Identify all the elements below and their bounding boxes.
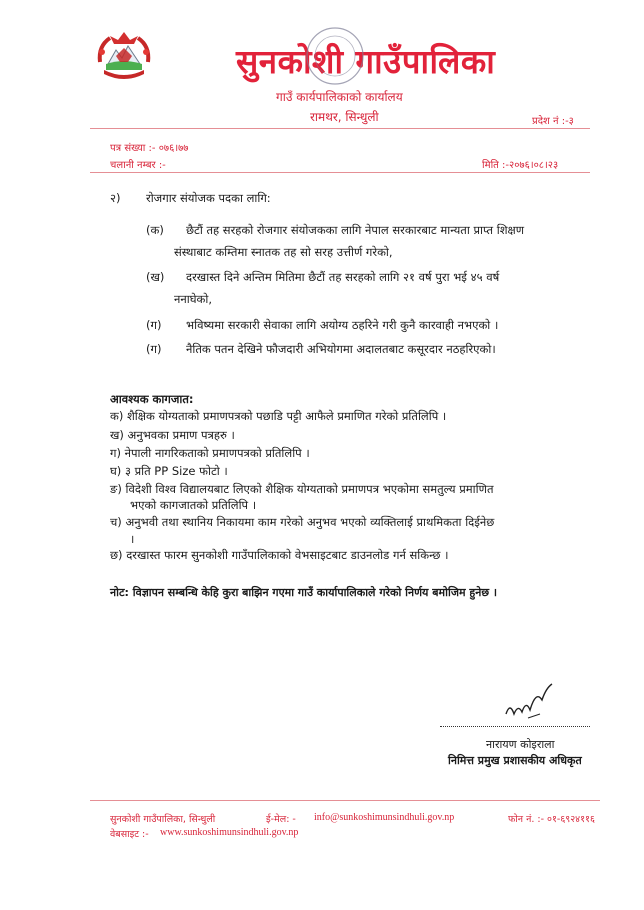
signatory-title: निमित्त प्रमुख प्रशासकीय अधिकृत	[448, 754, 582, 767]
footer-phone: फोन नं. :- ०१-६९२४११६	[508, 814, 595, 825]
document-item: छ) दरखास्त फारम सुनकोशी गाउँपालिकाको वेभसाइटबाट डाउनलोड गर्न सकिन्छ ।	[110, 548, 449, 562]
office-name: गाउँ कार्यपालिकाको कार्यालय	[276, 90, 403, 104]
footer-divider	[90, 800, 600, 801]
document-item: घ) ३ प्रति PP Size फोटो ।	[110, 464, 228, 478]
office-stamp-icon	[304, 25, 366, 87]
list-item-text: दरखास्त दिने अन्तिम मितिमा छैटौं तह सरहको लागि २१ वर्ष पुरा भई ४५ वर्ष	[186, 270, 500, 284]
list-item-text: भविष्यमा सरकारी सेवाका लागि अयोग्य ठहरिने गरी कुनै कारवाही नभएको ।	[186, 318, 499, 332]
document-item-continued: भएको कागजातको प्रतिलिपि ।	[130, 498, 257, 512]
section-number: २)	[110, 191, 121, 205]
municipality-title: सुनकोशी गाउँपालिका	[236, 42, 496, 81]
document-item: च) अनुभवी तथा स्थानिय निकायमा काम गरेको अनुभव भएको व्यक्तिलाई प्राथमिकता दिईनेछ	[110, 515, 495, 529]
list-item-text: छैटौं तह सरहको रोजगार संयोजकका लागि नेपाल सरकारबाट मान्यता प्राप्त शिक्षण	[186, 223, 525, 237]
meta-divider	[90, 172, 590, 173]
footer-email-link[interactable]: info@sunkoshimunsindhuli.gov.np	[314, 812, 455, 823]
document-item: ख) अनुभवका प्रमाण पत्रहरु ।	[110, 428, 235, 442]
reference-number: पत्र संख्या :- ०७६।७७	[110, 143, 189, 154]
list-item-marker: (ग)	[146, 342, 162, 356]
documents-heading: आवश्यक कागजात:	[110, 392, 194, 406]
footer-website-link[interactable]: www.sunkoshimunsindhuli.gov.np	[160, 827, 299, 838]
letter-date: मिति :-२०७६।०८।२३	[482, 160, 559, 171]
note-text: नोट: विज्ञापन सम्बन्धि केहि कुरा बाझिन गएमा गाउँ कार्यापालिकाले गरेको निर्णय बमोजिम हुनेछ ।	[110, 586, 498, 599]
list-item-marker: (क)	[146, 223, 164, 237]
office-address: रामथर, सिन्धुली	[310, 110, 379, 124]
header-divider	[90, 128, 590, 129]
footer-org: सुनकोशी गाउँपालिका, सिन्धुली	[110, 814, 216, 825]
document-item: ङ) विदेशी विश्व विद्यालयबाट लिएको शैक्षिक योग्यताको प्रमाणपत्र भएकोमा समतुल्य प्रमाणित	[110, 482, 494, 496]
province-number: प्रदेश नं :-३	[532, 116, 574, 127]
signatory-name: नारायण कोइराला	[486, 738, 555, 751]
list-item-marker: (ख)	[146, 270, 165, 284]
list-item-marker: (ग)	[146, 318, 162, 332]
list-item-text: नैतिक पतन देखिने फौजदारी अभियोगमा अदालतबाट कसूरदार नठहरिएको।	[186, 342, 496, 356]
footer-email-label: ई-मेल: -	[266, 814, 296, 825]
list-item-text: संस्थाबाट कम्तिमा स्नातक तह सो सरह उत्तीर्ण गरेको,	[174, 245, 393, 259]
document-item: क) शैक्षिक योग्यताको प्रमाणपत्रको पछाडि पट्टी आफैले प्रमाणित गरेको प्रतिलिपि ।	[110, 409, 447, 423]
government-emblem-icon	[94, 28, 154, 86]
footer-website-label: वेबसाइट :-	[110, 829, 149, 840]
signature-line	[440, 726, 590, 727]
list-item-text: ननाघेको,	[174, 292, 213, 306]
section-heading: रोजगार संयोजक पदका लागि:	[146, 191, 271, 205]
document-item: ग) नेपाली नागरिकताको प्रमाणपत्रको प्रतिलिपि ।	[110, 446, 310, 460]
dispatch-number: चलानी नम्बर :-	[110, 160, 166, 171]
document-item-continued: ।	[130, 532, 135, 546]
signature-scribble-icon	[500, 680, 560, 726]
